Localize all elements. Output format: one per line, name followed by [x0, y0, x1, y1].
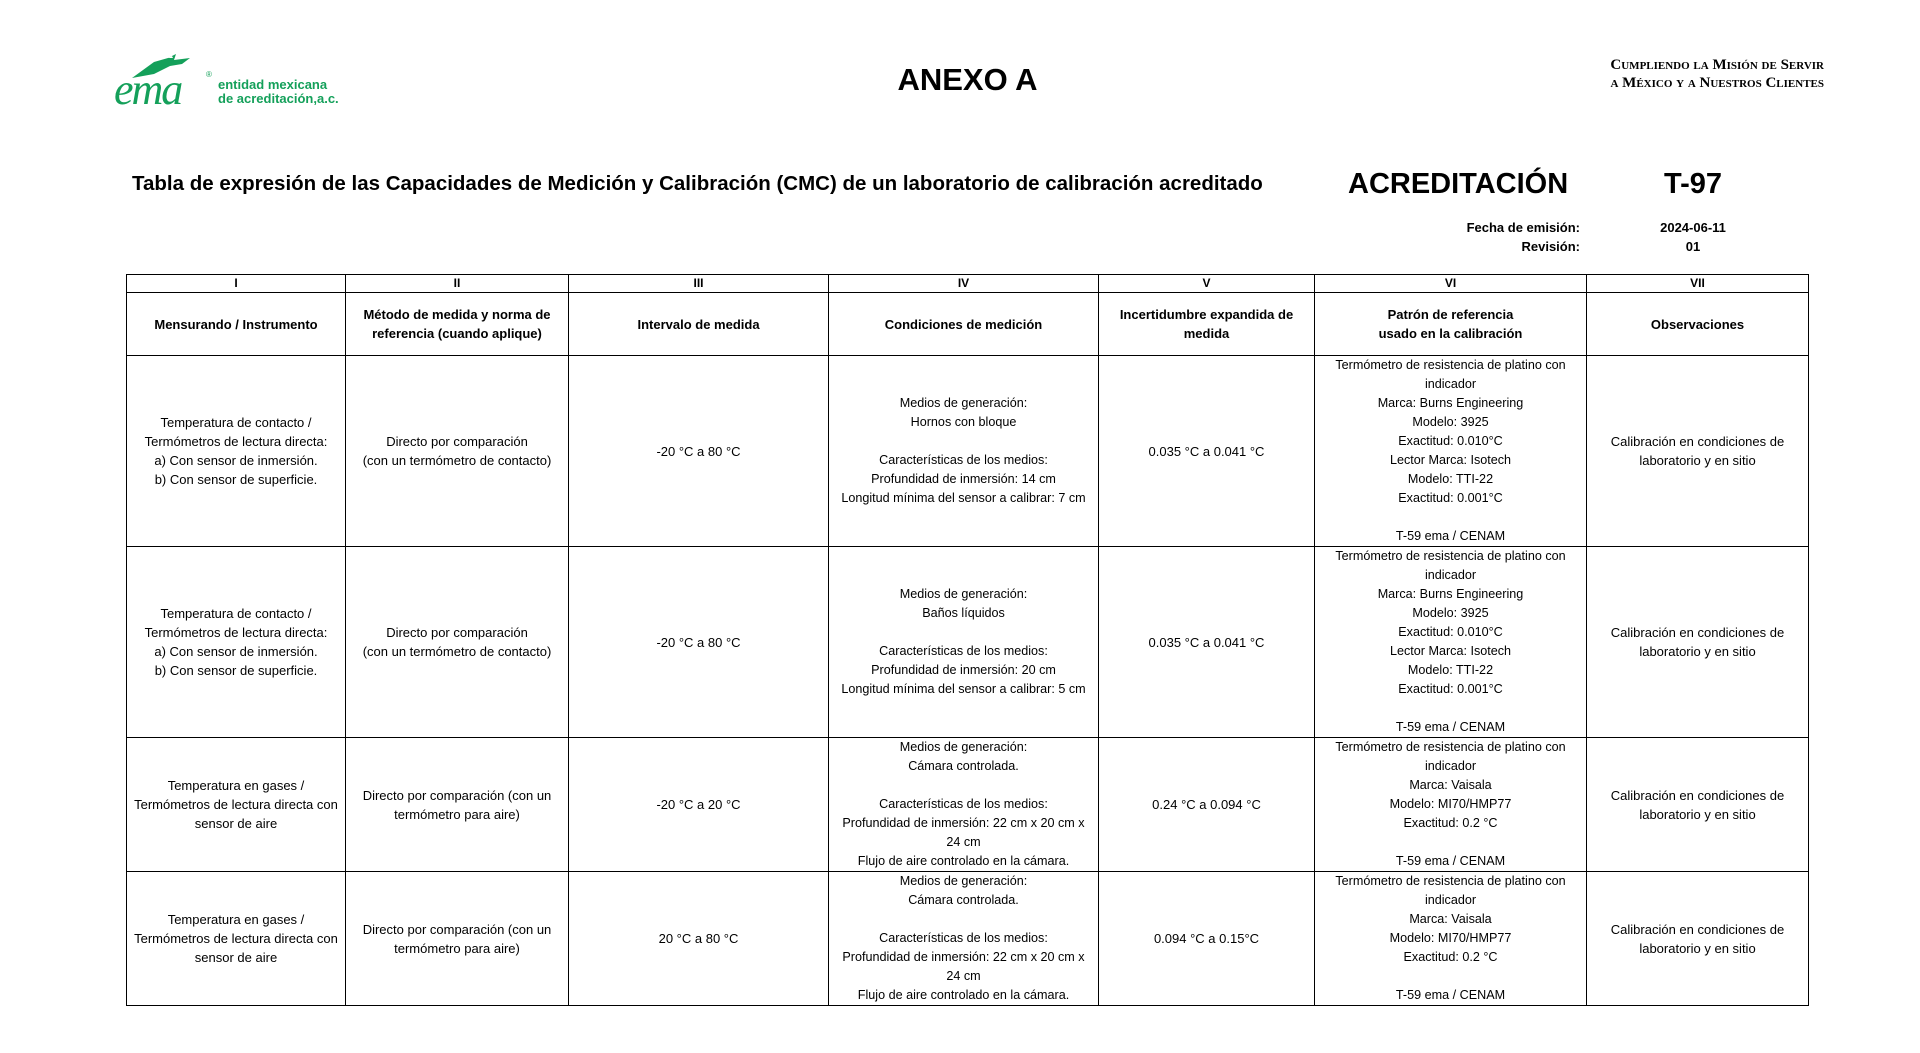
- column-header-row: [127, 293, 1809, 356]
- col-number: III: [569, 275, 829, 293]
- range-cell: -20 °C a 20 °C: [569, 738, 829, 872]
- range-cell: 20 °C a 80 °C: [569, 872, 829, 1006]
- column-header: Incertidumbre expandida de medida: [1099, 293, 1315, 356]
- logo-name-line2: de acreditación,a.c.: [218, 91, 339, 106]
- observations-cell: Calibración en condiciones de laboratorio y en sitio: [1587, 356, 1809, 547]
- column-header: Método de medida y norma de referencia (cuando aplique): [346, 293, 569, 356]
- conditions-cell: Medios de generación: Baños líquidos Características de los medios: Profundidad de inmersión: 20 cm Longitud mínima del sensor a calibrar: 5 cm: [829, 547, 1099, 738]
- column-header: Intervalo de medida: [569, 293, 829, 356]
- mensurando-cell: Temperatura de contacto / Termómetros de lectura directa: a) Con sensor de inmersión. b) Con sensor de superficie.: [127, 356, 346, 547]
- accreditation-label: ACREDITACIÓN: [1348, 168, 1569, 200]
- column-header: Condiciones de medición: [829, 293, 1099, 356]
- logo-mark: ema: [114, 65, 182, 114]
- conditions-cell: Medios de generación: Cámara controlada. Características de los medios: Profundidad de inmersión: 22 cm x 20 cm x 24 cm Flujo de aire controlado en la cámara.: [829, 738, 1099, 872]
- reference-standard-cell: Termómetro de resistencia de platino con indicador Marca: Vaisala Modelo: MI70/HMP77 Exactitud: 0.2 °C T-59 ema / CENAM: [1315, 872, 1587, 1006]
- reference-standard-cell: Termómetro de resistencia de platino con indicador Marca: Burns Engineering Modelo: 3925 Exactitud: 0.010°C Lector Marca: Isotech Modelo: TTI-22 Exactitud: 0.001°C T-59 ema / CENAM: [1315, 356, 1587, 547]
- page-subtitle: Tabla de expresión de las Capacidades de Medición y Calibración (CMC) de un laboratorio de calibración acreditado: [132, 172, 1263, 195]
- col-number: I: [127, 275, 346, 293]
- revision-label: Revisión:: [1521, 239, 1580, 254]
- reference-standard-cell: Termómetro de resistencia de platino con indicador Marca: Burns Engineering Modelo: 3925 Exactitud: 0.010°C Lector Marca: Isotech Modelo: TTI-22 Exactitud: 0.001°C T-59 ema / CENAM: [1315, 547, 1587, 738]
- roman-header-row: [127, 275, 1809, 293]
- mensurando-cell: Temperatura en gases / Termómetros de lectura directa con sensor de aire: [127, 738, 346, 872]
- method-cell: Directo por comparación (con un termómetro de contacto): [346, 547, 569, 738]
- revision-value: 01: [1685, 239, 1701, 254]
- accreditation-code: T-97: [1664, 168, 1723, 200]
- conditions-cell: Medios de generación: Hornos con bloque Características de los medios: Profundidad de inmersión: 14 cm Longitud mínima del sensor a calibrar: 7 cm: [829, 356, 1099, 547]
- range-cell: -20 °C a 80 °C: [569, 547, 829, 738]
- issue-date-label: Fecha de emisión:: [1466, 220, 1580, 235]
- observations-cell: Calibración en condiciones de laboratorio y en sitio: [1587, 738, 1809, 872]
- table-row: [127, 547, 1809, 738]
- method-cell: Directo por comparación (con un termómetro para aire): [346, 872, 569, 1006]
- registered-icon: ®: [206, 70, 212, 79]
- col-number: II: [346, 275, 569, 293]
- table-row: [127, 872, 1809, 1006]
- col-number: VI: [1315, 275, 1587, 293]
- annex-title: ANEXO A: [897, 62, 1038, 97]
- mensurando-cell: Temperatura de contacto / Termómetros de lectura directa: a) Con sensor de inmersión. b) Con sensor de superficie.: [127, 547, 346, 738]
- range-cell: -20 °C a 80 °C: [569, 356, 829, 547]
- motto-line1: Cumpliendo la Misión de Servir: [1610, 57, 1824, 73]
- conditions-cell: Medios de generación: Cámara controlada. Características de los medios: Profundidad de inmersión: 22 cm x 20 cm x 24 cm Flujo de aire controlado en la cámara.: [829, 872, 1099, 1006]
- issue-date-value: 2024-06-11: [1660, 220, 1726, 235]
- mensurando-cell: Temperatura en gases / Termómetros de lectura directa con sensor de aire: [127, 872, 346, 1006]
- observations-cell: Calibración en condiciones de laboratorio y en sitio: [1587, 872, 1809, 1006]
- table-row: [127, 356, 1809, 547]
- method-cell: Directo por comparación (con un termómetro para aire): [346, 738, 569, 872]
- uncertainty-cell: 0.035 °C a 0.041 °C: [1099, 356, 1315, 547]
- logo-name-line1: entidad mexicana: [218, 77, 328, 92]
- uncertainty-cell: 0.094 °C a 0.15°C: [1099, 872, 1315, 1006]
- column-header: Mensurando / Instrumento: [127, 293, 346, 356]
- reference-standard-cell: Termómetro de resistencia de platino con indicador Marca: Vaisala Modelo: MI70/HMP77 Exactitud: 0.2 °C T-59 ema / CENAM: [1315, 738, 1587, 872]
- col-number: IV: [829, 275, 1099, 293]
- motto: [1610, 56, 1824, 92]
- motto-line2: a México y a Nuestros Clientes: [1610, 75, 1824, 91]
- col-number: V: [1099, 275, 1315, 293]
- col-number: VII: [1587, 275, 1809, 293]
- uncertainty-cell: 0.035 °C a 0.041 °C: [1099, 547, 1315, 738]
- column-header: Observaciones: [1587, 293, 1809, 356]
- uncertainty-cell: 0.24 °C a 0.094 °C: [1099, 738, 1315, 872]
- observations-cell: Calibración en condiciones de laboratorio y en sitio: [1587, 547, 1809, 738]
- column-header: Patrón de referencia usado en la calibración: [1315, 293, 1587, 356]
- cmc-table: [126, 274, 1809, 1006]
- method-cell: Directo por comparación (con un termómetro de contacto): [346, 356, 569, 547]
- table-row: [127, 738, 1809, 872]
